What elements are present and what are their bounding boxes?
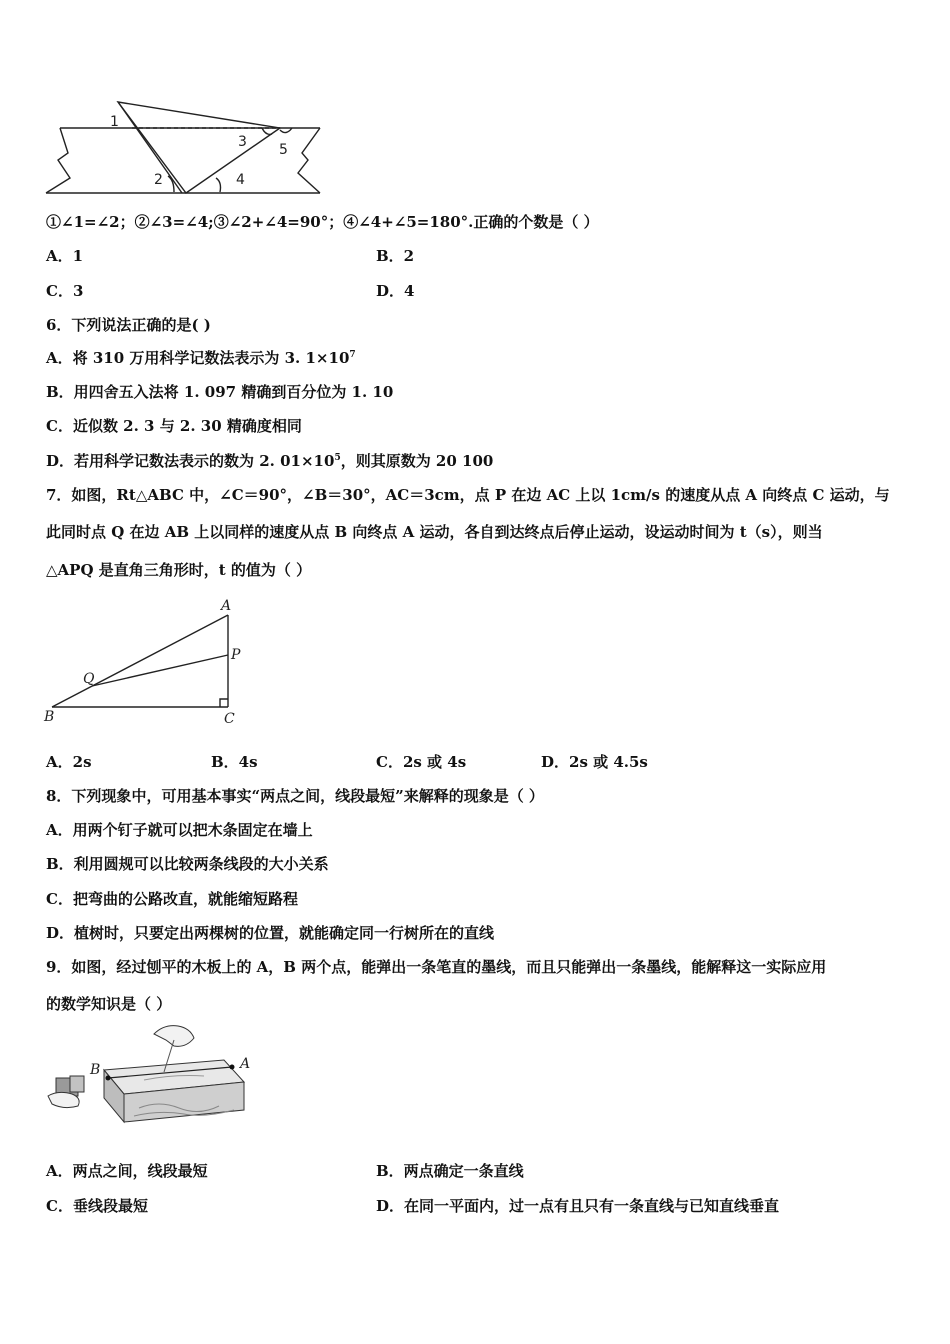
q8-option-a[interactable]: A．用两个钉子就可以把木条固定在墙上 [46, 821, 313, 839]
q7-line1: 7．如图，Rt△ABC 中，∠C＝90°，∠B＝30°，AC＝3cm，点 P 在边 AC 上以 1cm/s 的速度从点 A 向终点 C 运动，与 [46, 486, 890, 504]
q6-option-a-exponent: 7 [349, 350, 356, 360]
q6-option-d-text-end: ，则其原数为 20 100 [340, 452, 494, 470]
point-b [106, 1076, 111, 1081]
q8-option-c[interactable]: C．把弯曲的公路改直，就能缩短路程 [46, 890, 298, 908]
q5-figure [40, 98, 330, 198]
q9-option-d[interactable]: D．在同一平面内，过一点有且只有一条直线与已知直线垂直 [376, 1197, 780, 1215]
q6-option-d-exponent: 5 [334, 453, 341, 463]
q7-figure [40, 595, 260, 735]
q9-option-a[interactable]: A．两点之间，线段最短 [46, 1162, 208, 1180]
vertex-label-c: C [224, 711, 235, 727]
point-a [230, 1065, 235, 1070]
q9-option-c[interactable]: C．垂线段最短 [46, 1197, 148, 1215]
q7-option-c[interactable]: C．2s 或 4s [376, 753, 467, 771]
q7-line2: 此同时点 Q 在边 AB 上以同样的速度从点 B 向终点 A 运动，各自到达终点后停止运动，设运动时间为 t（s），则当 [46, 523, 823, 541]
angle-label-5: 5 [279, 142, 288, 158]
q5-option-d[interactable]: D．4 [376, 282, 415, 300]
q9-line1: 9．如图，经过刨平的木板上的 A，B 两个点，能弹出一条笔直的墨线，而且只能弹出一条墨线，能解释这一实际应用 [46, 958, 827, 976]
q7-option-b[interactable]: B．4s [211, 753, 258, 771]
q6-option-a[interactable] [46, 348, 356, 368]
q8-stem: 8．下列现象中，可用基本事实“两点之间，线段最短”来解释的现象是（ ） [46, 787, 544, 805]
q6-option-d[interactable] [46, 451, 493, 471]
q9-line2: 的数学知识是（ ） [46, 995, 172, 1013]
right-angle-mark [220, 699, 228, 707]
vertex-label-a: A [221, 598, 232, 614]
vertex-label-b: B [44, 709, 55, 725]
q5-option-c[interactable]: C．3 [46, 282, 84, 300]
q7-line3: △APQ 是直角三角形时，t 的值为（ ） [46, 561, 312, 579]
hand-top [154, 1026, 194, 1047]
q7-option-a[interactable]: A．2s [46, 753, 92, 771]
triangle-ruler [118, 102, 280, 193]
q7-option-d[interactable]: D．2s 或 4.5s [541, 753, 648, 771]
triangle-left-side-extended [118, 102, 182, 193]
vertex-label-q: Q [83, 671, 95, 687]
q6-option-a-text: A．将 310 万用科学记数法表示为 3. 1×10 [46, 349, 350, 367]
segment-pq [92, 655, 228, 686]
angle-label-1: 1 [110, 114, 119, 130]
q5-option-b[interactable]: B．2 [376, 247, 415, 265]
q5-statement: ①∠1=∠2；②∠3=∠4;③∠2+∠4=90°；④∠4+∠5=180°.正确的个数是（ ） [46, 213, 599, 231]
q9-option-b[interactable]: B．两点确定一条直线 [376, 1162, 524, 1180]
board-left-edge [46, 128, 70, 193]
q5-option-a[interactable]: A．1 [46, 247, 84, 265]
vertex-label-p: P [231, 647, 241, 663]
q6-option-c[interactable]: C．近似数 2. 3 与 2. 30 精确度相同 [46, 417, 302, 435]
q6-option-d-text: D．若用科学记数法表示的数为 2. 01×10 [46, 452, 335, 470]
q8-option-d[interactable]: D．植树时，只要定出两棵树的位置，就能确定同一行树所在的直线 [46, 924, 495, 942]
point-label-a: A [240, 1056, 251, 1072]
q6-stem: 6．下列说法正确的是( ) [46, 316, 211, 334]
hand-left [48, 1092, 79, 1107]
q9-figure [44, 1020, 264, 1130]
board-right-edge [298, 128, 320, 193]
point-label-b: B [90, 1062, 101, 1078]
q8-option-b[interactable]: B．利用圆规可以比较两条线段的大小关系 [46, 855, 329, 873]
q6-option-b[interactable]: B．用四舍五入法将 1. 097 精确到百分位为 1. 10 [46, 383, 394, 401]
angle-label-4: 4 [236, 172, 245, 188]
angle-label-2: 2 [154, 172, 163, 188]
angle-label-3: 3 [238, 134, 247, 150]
